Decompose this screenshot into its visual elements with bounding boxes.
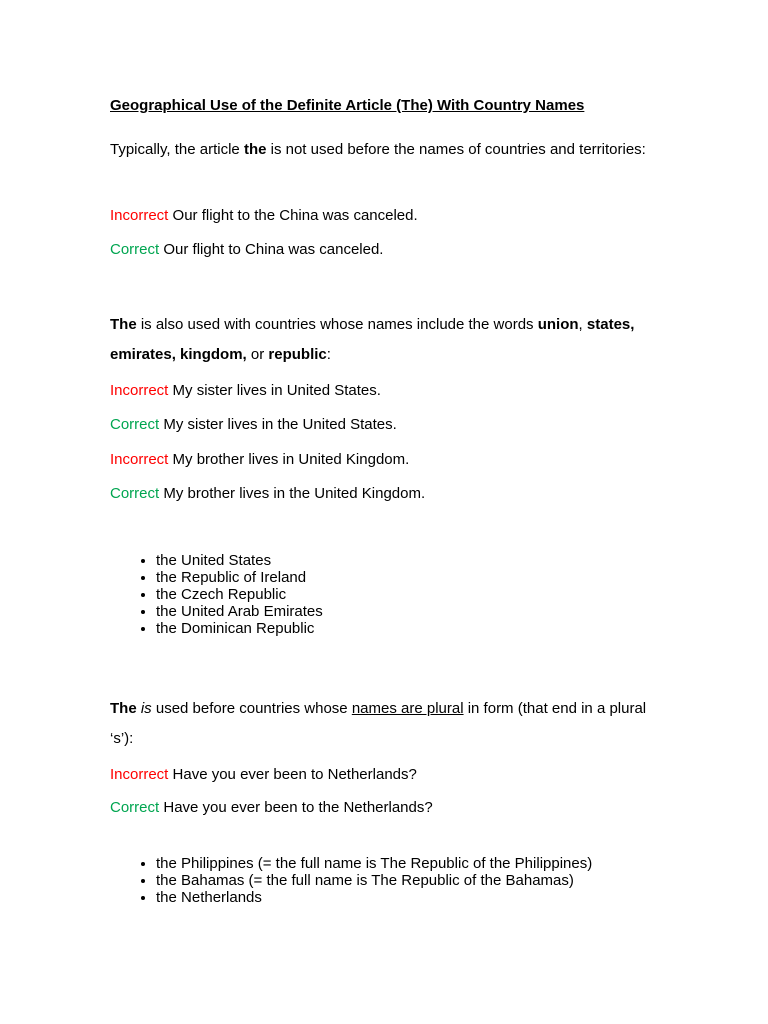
list-item: • the Bahamas (= the full name is The Republic of the Bahamas) (156, 872, 592, 889)
example-incorrect (110, 207, 418, 225)
list-item: • the Dominican Republic (156, 620, 323, 637)
bold-word: the (243, 141, 267, 158)
italic-word: is (140, 700, 152, 717)
example-text: Have you ever been to the Netherlands? (159, 799, 433, 816)
incorrect-label: Incorrect (110, 451, 169, 468)
text: : (326, 346, 331, 363)
example-text: My brother lives in United Kingdom. (168, 451, 410, 468)
union-states-paragraph (110, 310, 670, 370)
example-text: Have you ever been to Netherlands? (168, 766, 417, 783)
text: , (578, 316, 587, 333)
list-item: • the Czech Republic (156, 586, 323, 603)
example-correct (110, 485, 425, 503)
list-item: • the Netherlands (156, 889, 592, 906)
example-correct (110, 416, 397, 434)
text: is also used with countries whose names include the words (136, 316, 538, 333)
bold-word: states, emirates, kingdom, (110, 316, 635, 363)
intro-paragraph (110, 135, 670, 165)
incorrect-label: Incorrect (110, 382, 169, 399)
example-text: My sister lives in the United States. (159, 416, 397, 433)
example-correct (110, 241, 383, 259)
text: Typically, the article (110, 141, 244, 158)
incorrect-label: Incorrect (110, 207, 169, 224)
country-list (130, 552, 323, 637)
text: in form (that end in a plural ‘s’): (110, 700, 647, 747)
example-incorrect (110, 382, 381, 400)
correct-label: Correct (110, 485, 160, 502)
example-text: My sister lives in United States. (168, 382, 381, 399)
correct-label: Correct (110, 241, 160, 258)
bold-word: The (110, 700, 137, 717)
example-incorrect (110, 451, 409, 469)
text: or (246, 346, 269, 363)
bold-word: The (110, 316, 137, 333)
example-text: Our flight to China was canceled. (159, 241, 384, 258)
example-correct (110, 799, 433, 817)
plural-country-list (130, 855, 592, 906)
document-title: Geographical Use of the Definite Article (The) With Country Names (110, 97, 585, 114)
list-item: • the Republic of Ireland (156, 569, 323, 586)
plural-paragraph (110, 694, 670, 754)
correct-label: Correct (110, 416, 160, 433)
underlined-phrase: names are plural (351, 700, 464, 717)
list-item: • the United Arab Emirates (156, 603, 323, 620)
incorrect-label: Incorrect (110, 766, 169, 783)
list-item: • the United States (156, 552, 323, 569)
text: is not used before the names of countries and territories: (266, 141, 646, 158)
list-item: • the Philippines (= the full name is The Republic of the Philippines) (156, 855, 592, 872)
text: used before countries whose (151, 700, 352, 717)
correct-label: Correct (110, 799, 160, 816)
example-incorrect (110, 766, 417, 784)
example-text: My brother lives in the United Kingdom. (159, 485, 426, 502)
example-text: Our flight to the China was canceled. (168, 207, 418, 224)
bold-word: union (537, 316, 579, 333)
bold-word: republic (268, 346, 327, 363)
